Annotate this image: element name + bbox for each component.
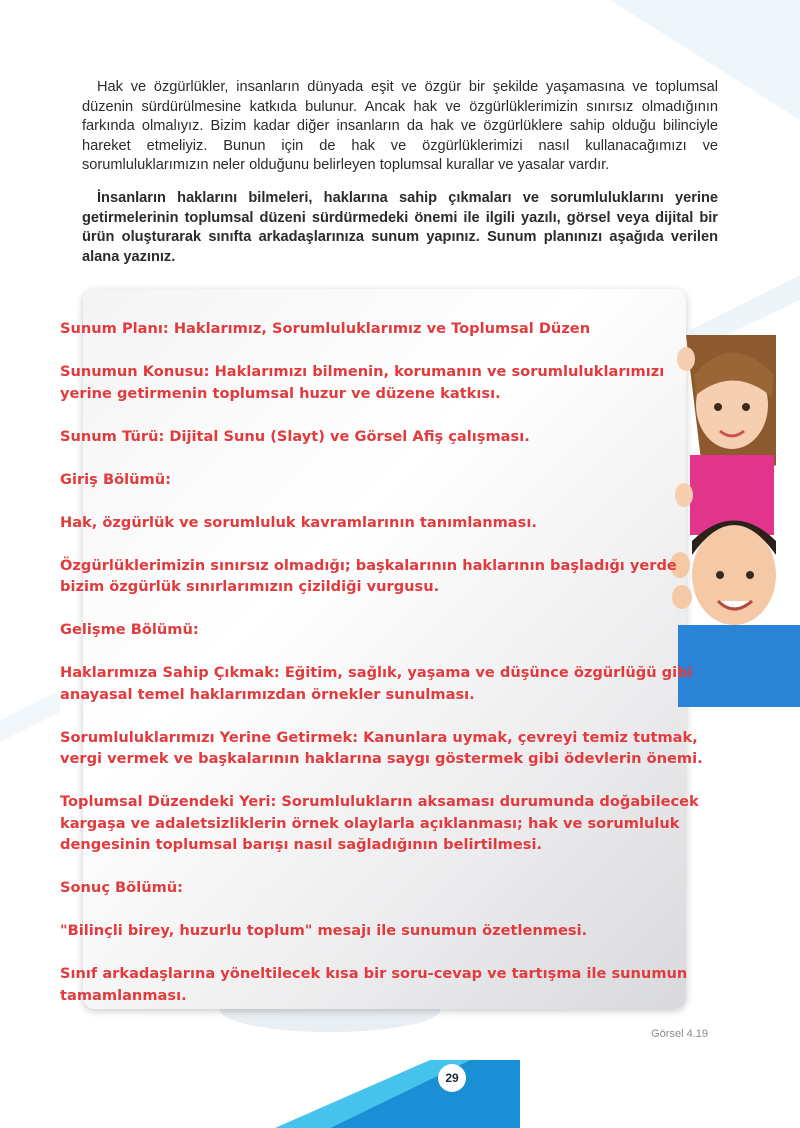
- conclusion-section-heading: Sonuç Bölümü:: [60, 879, 184, 896]
- plan-type: Sunum Türü: Dijital Sunu (Slayt) ve Görsel Afiş çalışması.: [60, 427, 530, 445]
- task-instruction: İnsanların haklarını bilmeleri, haklarına sahip çıkmaları ve sorumluluklarını yerine getirmelerinin toplumsal düzeni sürdürmedeki önemi ile ilgili yazılı, görsel veya dijital bir ürün oluşturarak sınıfta arkadaşlarınıza sunum yapınız. Sunum planınızı aşağıda verilen alana yazınız.: [82, 189, 718, 265]
- conclusion-section-item: "Bilinçli birey, huzurlu toplum" mesajı ile sunumun özetlenmesi.: [60, 922, 588, 939]
- conclusion-section-item: Sınıf arkadaşlarına yöneltilecek kısa bir soru-cevap ve tartışma ile sunumun tamamlanması.: [60, 965, 688, 1004]
- page-number: 29: [438, 1064, 466, 1092]
- intro-section-item: Hak, özgürlük ve sorumluluk kavramlarının tanımlanması.: [60, 513, 537, 531]
- intro-text: [82, 78, 718, 267]
- plan-title: Sunum Planı: Haklarımız, Sorumluluklarımız ve Toplumsal Düzen: [60, 320, 591, 337]
- intro-section-heading: Giriş Bölümü:: [60, 470, 171, 488]
- body-section-item: Sorumluluklarımızı Yerine Getirmek: Kanunlara uymak, çevreyi temiz tutmak, vergi vermek ve başkalarının haklarına saygı göstermek gibi ödevlerin önemi.: [60, 728, 703, 767]
- body-section-item: Haklarımıza Sahip Çıkmak: Eğitim, sağlık, yaşama ve düşünce özgürlüğü gibi anayasal temel haklarımızdan örnekler sunulması.: [60, 664, 693, 703]
- intro-paragraph: Hak ve özgürlükler, insanların dünyada eşit ve özgür bir şekilde yaşamasına ve toplumsal düzenin sürdürülmesine katkıda bulunur. Ancak hak ve özgürlüklerimizin sınırsız olmadığının farkında olmalıyız. Bizim kadar diğer insanların da hak ve özgürlüklere sahip olduğu bilinciyle hareket etmeliyiz. Bunun için de hak ve özgürlüklerimizi nasıl kullanacağımızı ve sorumluluklarımızın neler olduğunu belirleyen toplumsal kurallar ve yasalar vardır.: [82, 79, 718, 174]
- body-section-heading: Gelişme Bölümü:: [60, 621, 199, 638]
- figure-caption: Görsel 4.19: [651, 1028, 708, 1040]
- presentation-plan: [60, 318, 710, 1028]
- body-section-item: Toplumsal Düzendeki Yeri: Sorumlulukların aksaması durumunda doğabilecek kargaşa ve adaletsizliklerin örnek olaylarla açıklanması; hak ve sorumluluk dengesinin toplumsal barışı nasıl sağladığının belirtilmesi.: [60, 793, 699, 853]
- intro-section-item: Özgürlüklerimizin sınırsız olmadığı; başkalarının haklarının başladığı yerde bizim özgürlük sınırlarımızın çizildiği vurgusu.: [60, 556, 677, 595]
- plan-topic: Sunumun Konusu: Haklarımızı bilmenin, korumanın ve sorumluluklarımızı yerine getirmenin toplumsal huzur ve düzene katkısı.: [60, 363, 665, 402]
